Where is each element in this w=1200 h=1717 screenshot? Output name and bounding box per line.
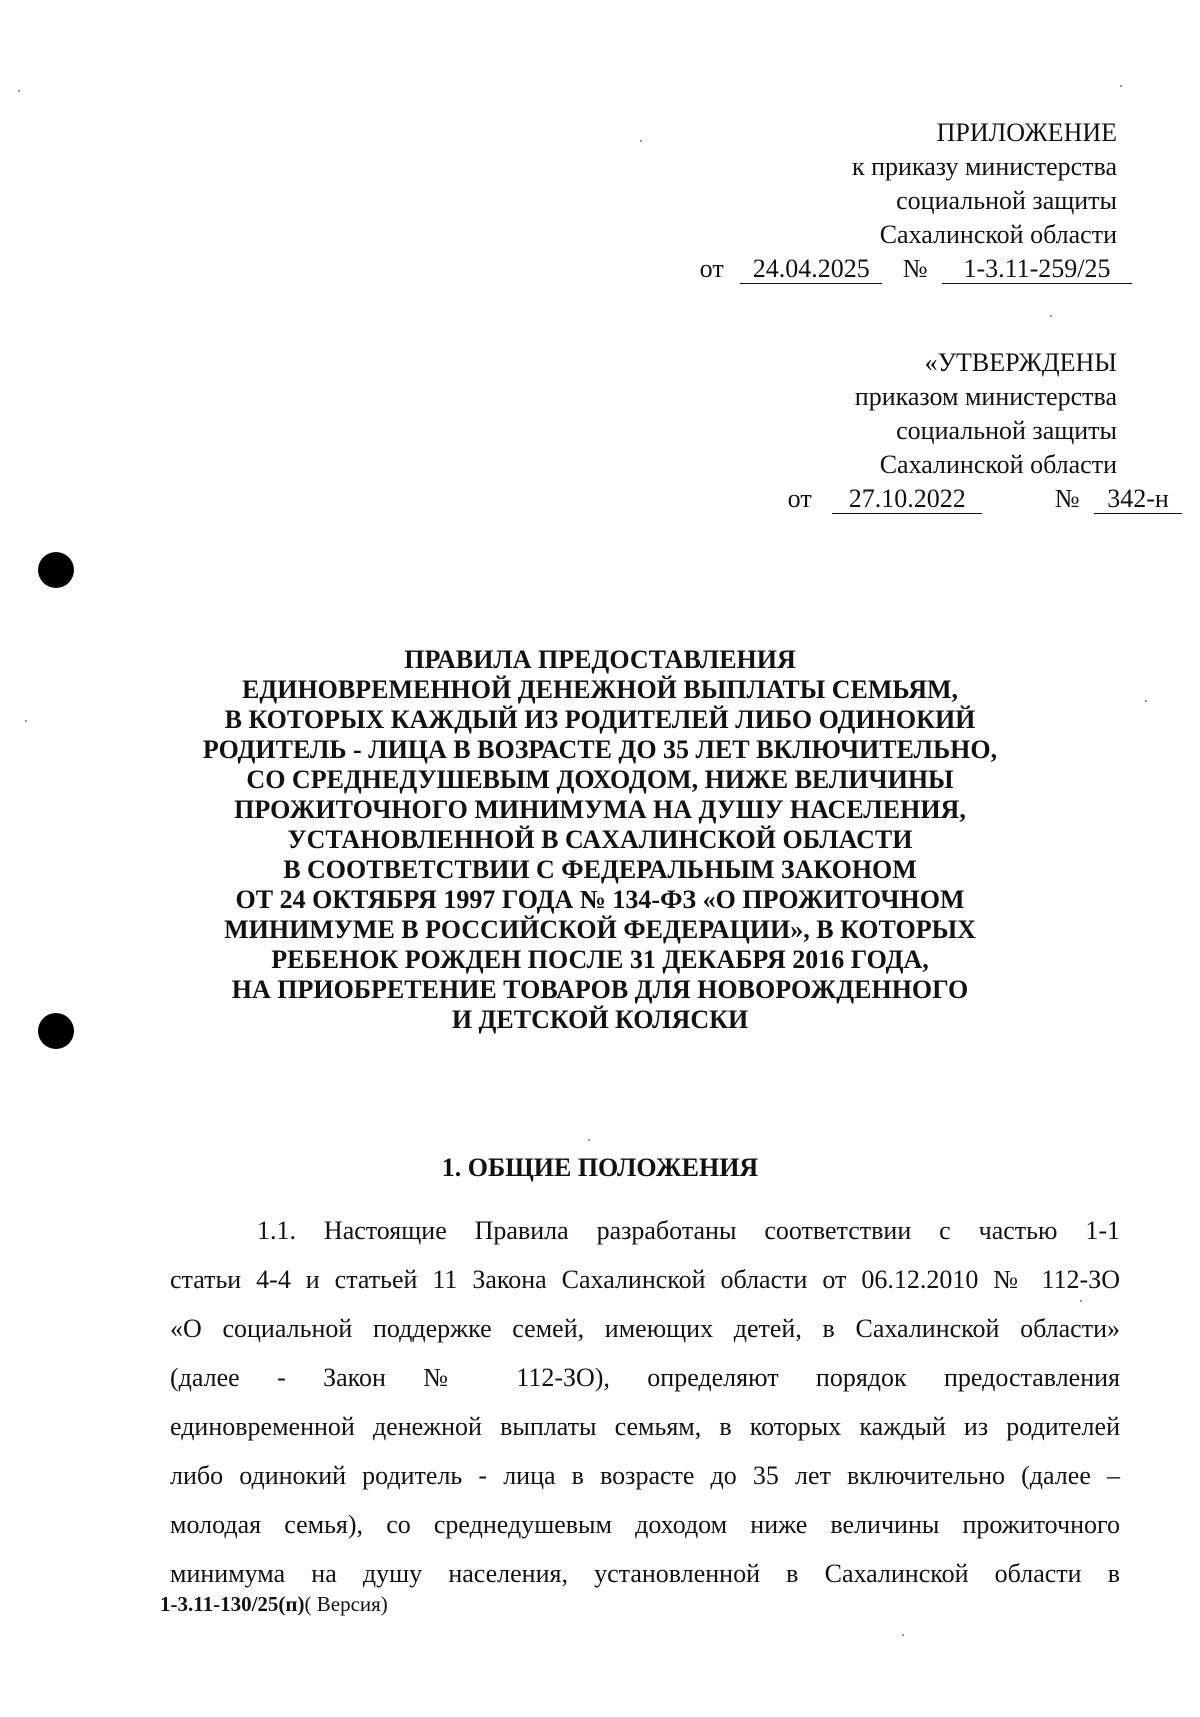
- approval-number: 342-н: [1094, 485, 1182, 514]
- annex-line: Сахалинской области: [879, 220, 1117, 249]
- annex-number-sign: №: [902, 254, 928, 283]
- title-line: И ДЕТСКОЙ КОЛЯСКИ: [451, 1005, 749, 1034]
- annex-line: социальной защиты: [896, 186, 1117, 215]
- approval-title: «УТВЕРЖДЕНЫ: [924, 348, 1117, 377]
- approval-registration: [517, 482, 1169, 516]
- section-heading: 1. ОБЩИЕ ПОЛОЖЕНИЯ: [441, 1153, 759, 1182]
- punch-hole: [38, 552, 74, 588]
- approval-line: приказом министерства: [854, 382, 1117, 411]
- title-line: РОДИТЕЛЬ - ЛИЦА В ВОЗРАСТЕ ДО 35 ЛЕТ ВКЛЮЧИТЕЛЬНО,: [202, 735, 998, 764]
- approval-block: [517, 346, 1169, 516]
- paragraph-line: «О социальной поддержке семей, имеющих детей, в Сахалинской области»: [170, 1314, 1120, 1343]
- approval-number-sign: №: [1054, 484, 1080, 513]
- annex-date-prefix: от: [699, 254, 724, 283]
- footer-version: ( Версия): [304, 1592, 388, 1616]
- title-line: НА ПРИОБРЕТЕНИЕ ТОВАРОВ ДЛЯ НОВОРОЖДЕННОГО: [231, 975, 969, 1004]
- approval-date: 27.10.2022: [832, 485, 982, 514]
- title-line: В СООТВЕТСТВИИ С ФЕДЕРАЛЬНЫМ ЗАКОНОМ: [283, 855, 917, 884]
- footer-code: 1-3.11-130/25(п): [160, 1592, 305, 1616]
- paragraph-line: 1.1. Настоящие Правила разработаны соответствии с частью 1-1: [257, 1216, 1120, 1245]
- annex-registration: [517, 252, 1117, 286]
- document-footer: [160, 1592, 388, 1617]
- annex-line: к приказу министерства: [852, 152, 1117, 181]
- paragraph-line: минимума на душу населения, установленной в Сахалинской области в: [170, 1559, 1120, 1588]
- punch-hole: [38, 1013, 74, 1049]
- title-line: ПРАВИЛА ПРЕДОСТАВЛЕНИЯ: [404, 645, 796, 674]
- paragraph-line: статьи 4-4 и статьей 11 Закона Сахалинской области от 06.12.2010 № 112-ЗО: [170, 1265, 1120, 1294]
- title-line: СО СРЕДНЕДУШЕВЫМ ДОХОДОМ, НИЖЕ ВЕЛИЧИНЫ: [246, 765, 954, 794]
- title-line: ОТ 24 ОКТЯБРЯ 1997 ГОДА № 134-ФЗ «О ПРОЖИТОЧНОМ: [235, 885, 965, 914]
- title-line: ПРОЖИТОЧНОГО МИНИМУМА НА ДУШУ НАСЕЛЕНИЯ,: [234, 795, 966, 824]
- title-line: МИНИМУМЕ В РОССИЙСКОЙ ФЕДЕРАЦИИ», В КОТОРЫХ: [224, 915, 976, 944]
- annex-title: ПРИЛОЖЕНИЕ: [936, 118, 1117, 147]
- approval-line: Сахалинской области: [879, 450, 1117, 479]
- approval-date-prefix: от: [787, 484, 812, 513]
- paragraph-line: (далее - Закон № 112-ЗО), определяют порядок предоставления: [170, 1363, 1120, 1392]
- document-title: [150, 645, 1050, 1035]
- annex-number: 1-3.11-259/25: [942, 255, 1132, 284]
- annex-block: [517, 116, 1117, 286]
- annex-date: 24.04.2025: [740, 255, 882, 284]
- paragraph-line: единовременной денежной выплаты семьям, в которых каждый из родителей: [170, 1412, 1120, 1441]
- title-line: В КОТОРЫХ КАЖДЫЙ ИЗ РОДИТЕЛЕЙ ЛИБО ОДИНОКИЙ: [224, 705, 976, 734]
- paragraph-line: либо одинокий родитель - лица в возрасте до 35 лет включительно (далее –: [170, 1461, 1120, 1490]
- title-line: УСТАНОВЛЕННОЙ В САХАЛИНСКОЙ ОБЛАСТИ: [287, 825, 913, 854]
- paragraph-line: молодая семья), со среднедушевым доходом ниже величины прожиточного: [170, 1510, 1120, 1539]
- approval-line: социальной защиты: [896, 416, 1117, 445]
- title-line: ЕДИНОВРЕМЕННОЙ ДЕНЕЖНОЙ ВЫПЛАТЫ СЕМЬЯМ,: [241, 675, 959, 704]
- title-line: РЕБЕНОК РОЖДЕН ПОСЛЕ 31 ДЕКАБРЯ 2016 ГОДА,: [271, 945, 929, 974]
